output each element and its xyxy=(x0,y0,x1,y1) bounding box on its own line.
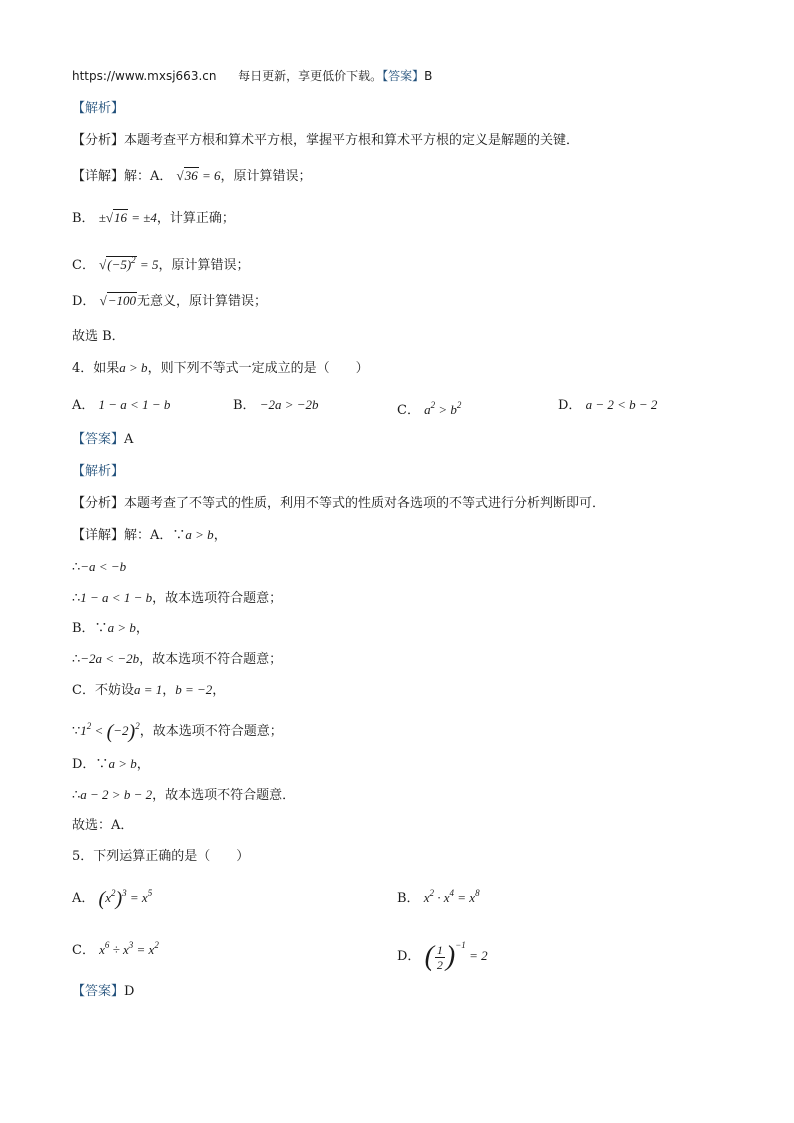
q4-detail-6: C．不妨设a = 1，b = −2， xyxy=(72,682,226,698)
q4-analysis-tag: 【解析】 xyxy=(72,464,125,479)
q3-d-label: D． xyxy=(72,294,96,309)
q4-stem-math: a > b xyxy=(119,360,148,375)
q3-b-comment: ，计算正确； xyxy=(156,211,235,226)
answer-tag: 【答案】 xyxy=(382,69,425,83)
q4-detail-7: $\because 1^2 < (-2)^2$，故本选项不符合题意； xyxy=(72,721,283,743)
q4-detail-3: ∴1 − a < 1 − b，故本选项符合题意； xyxy=(72,590,283,606)
header-slogan: 每日更新，享更低价下载。 xyxy=(238,69,383,83)
q4-detail-2: ∴−a < −b xyxy=(72,559,127,575)
q3-detail-d xyxy=(72,291,267,312)
q4-detail-8: D．∵a > b， xyxy=(72,756,150,772)
q4-option-d[interactable]: D． a − 2 < b − 2 xyxy=(558,397,658,413)
q4-stem: 4．如果a > b，则下列不等式一定成立的是（ ） xyxy=(72,360,369,376)
q4-option-c[interactable]: C． $a^2 > b^2$ xyxy=(397,400,462,418)
q3-a-comment: ，原计算错误； xyxy=(220,169,312,184)
q4-answer-value: A xyxy=(124,432,134,447)
q4-option-a[interactable]: A． 1 − a < 1 − b xyxy=(72,397,171,413)
q3-d-expression: √−100 xyxy=(99,293,136,308)
q4-fenxi: 【分析】本题考查了不等式的性质，利用不等式的性质对各选项的不等式进行分析判断即可． xyxy=(72,496,606,511)
q5-answer: 【答案】D xyxy=(72,984,135,999)
q4-option-b[interactable]: B． −2a > −2b xyxy=(233,397,319,413)
q3-detail-tag: 【详解】 xyxy=(72,169,125,184)
q5-option-b[interactable]: B． $x^2 \cdot x^4 = x^8$ xyxy=(397,888,480,906)
header-line xyxy=(72,66,432,86)
q4-detail-1: 【详解】解：A．∵a > b， xyxy=(72,527,227,543)
q5-d-fraction: $\frac{1}{2}$ xyxy=(436,942,443,972)
source-url[interactable]: https://www.mxsj663.cn xyxy=(72,69,217,83)
q3-fenxi xyxy=(72,131,579,151)
q5-option-c[interactable]: C． $x^6 \div x^3 = x^2$ xyxy=(72,940,159,958)
q5-option-a[interactable]: A． $(x^2)^3 = x^5$ xyxy=(72,888,153,910)
q4-conclusion: 故选：A． xyxy=(72,818,134,833)
q3-c-comment: ，原计算错误； xyxy=(158,258,250,273)
q3-b-expression: ±√16 = ±4 xyxy=(98,210,157,225)
q3-d-comment: 无意义，原计算错误； xyxy=(137,294,268,309)
q3-detail-intro: 解：A． xyxy=(124,169,173,184)
answer-value: B xyxy=(424,69,433,83)
q5-stem: 5．下列运算正确的是（ ） xyxy=(72,849,250,864)
q4-detail-9: ∴a − 2 > b − 2，故本选项不符合题意． xyxy=(72,787,296,803)
q3-conclusion: 故选 B． xyxy=(72,329,125,344)
q5-option-d[interactable]: D． ( $\frac{1}{2}$ )$^{-1}$ = 2 xyxy=(397,940,488,972)
q3-fenxi-tag: 【分析】 xyxy=(72,133,125,148)
q3-a-expression: √36 = 6 xyxy=(176,168,221,183)
q4-detail-4: B．∵a > b， xyxy=(72,620,149,636)
q4-answer: 【答案】A xyxy=(72,432,134,447)
q3-analysis-tag: 【解析】 xyxy=(72,101,125,116)
q3-detail-b xyxy=(72,208,235,229)
q3-fenxi-text: 本题考查平方根和算术平方根，掌握平方根和算术平方根的定义是解题的关键． xyxy=(124,133,580,148)
q3-c-expression: $√(-5)^2 = 5$ xyxy=(99,255,159,272)
q4-detail-5: ∴−2a < −2b，故本选项不符合题意； xyxy=(72,651,283,667)
q3-detail-c xyxy=(72,250,249,276)
q3-detail-a xyxy=(72,166,311,187)
q3-b-label: B． xyxy=(72,211,95,226)
q5-answer-value: D xyxy=(124,984,135,999)
q3-c-label: C． xyxy=(72,258,95,273)
